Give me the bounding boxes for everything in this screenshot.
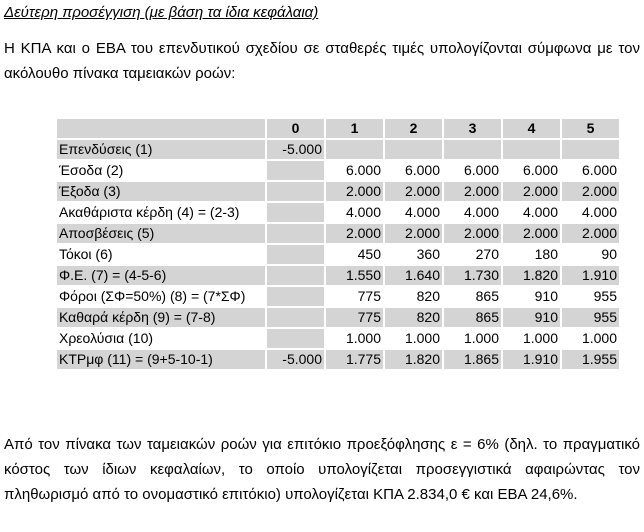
table-cell bbox=[267, 287, 324, 306]
table-cell: 2.000 bbox=[503, 224, 560, 243]
table-cell bbox=[267, 224, 324, 243]
table-cell: 6.000 bbox=[444, 161, 501, 180]
table-cell bbox=[267, 308, 324, 327]
table-cell: 6.000 bbox=[326, 161, 383, 180]
header-year-2: 2 bbox=[385, 119, 442, 138]
table-cell: 2.000 bbox=[326, 182, 383, 201]
row-label: Έξοδα (3) bbox=[57, 182, 265, 201]
table-row bbox=[57, 287, 619, 306]
table-cell: 1.000 bbox=[562, 329, 619, 348]
table-row bbox=[57, 350, 619, 369]
table-cell: 955 bbox=[562, 287, 619, 306]
table-cell: 1.820 bbox=[503, 266, 560, 285]
table-cell: 1.550 bbox=[326, 266, 383, 285]
row-label: Φ.Ε. (7) = (4-5-6) bbox=[57, 266, 265, 285]
table-cell: 775 bbox=[326, 287, 383, 306]
table-cell: 4.000 bbox=[562, 203, 619, 222]
table-cell: 4.000 bbox=[444, 203, 501, 222]
table-cell bbox=[267, 203, 324, 222]
table-cell: 775 bbox=[326, 308, 383, 327]
table-cell bbox=[326, 140, 383, 159]
table-cell: 2.000 bbox=[444, 182, 501, 201]
cash-flow-table bbox=[55, 117, 621, 371]
table-cell: 90 bbox=[562, 245, 619, 264]
table-cell: 1.000 bbox=[385, 329, 442, 348]
table-cell bbox=[267, 245, 324, 264]
header-year-4: 4 bbox=[503, 119, 560, 138]
table-row bbox=[57, 140, 619, 159]
table-cell: 1.640 bbox=[385, 266, 442, 285]
table-cell: 1.910 bbox=[562, 266, 619, 285]
row-label: ΚΤΡμφ (11) = (9+5-10-1) bbox=[57, 350, 265, 369]
cash-flow-table-body bbox=[57, 119, 619, 369]
table-cell bbox=[267, 266, 324, 285]
section-heading: Δεύτερη προσέγγιση (με βάση τα ίδια κεφάλαια) bbox=[4, 4, 319, 21]
row-label: Έσοδα (2) bbox=[57, 161, 265, 180]
table-cell: 4.000 bbox=[326, 203, 383, 222]
row-label: Χρεολύσια (10) bbox=[57, 329, 265, 348]
intro-paragraph: Η ΚΠΑ και ο ΕΒΑ του επενδυτικού σχεδίου σε σταθερές τιμές υπολογίζονται σύμφωνα με τον ακόλουθο πίνακα ταμειακών ροών: bbox=[4, 40, 640, 82]
table-row bbox=[57, 203, 619, 222]
table-cell: 2.000 bbox=[326, 224, 383, 243]
row-label: Επενδύσεις (1) bbox=[57, 140, 265, 159]
table-cell: 1.910 bbox=[503, 350, 560, 369]
table-cell: 1.000 bbox=[503, 329, 560, 348]
table-cell: 450 bbox=[326, 245, 383, 264]
header-year-0: 0 bbox=[267, 119, 324, 138]
table-cell: 1.865 bbox=[444, 350, 501, 369]
table-row bbox=[57, 161, 619, 180]
header-corner-cell bbox=[57, 119, 265, 138]
table-cell: 1.775 bbox=[326, 350, 383, 369]
row-label: Αποσβέσεις (5) bbox=[57, 224, 265, 243]
table-cell: 1.955 bbox=[562, 350, 619, 369]
table-row bbox=[57, 308, 619, 327]
table-cell bbox=[503, 140, 560, 159]
table-cell bbox=[562, 140, 619, 159]
table-row bbox=[57, 245, 619, 264]
table-cell: 270 bbox=[444, 245, 501, 264]
table-cell: 6.000 bbox=[503, 161, 560, 180]
table-cell: 955 bbox=[562, 308, 619, 327]
conclusion-paragraph: Από τον πίνακα των ταμειακών ροών για επιτόκιο προεξόφλησης ε = 6% (δηλ. το πραγματικό κόστος των ίδιων κεφαλαίων, το οποίο υπολογίζεται προσεγγιστικά αφαιρώντας τον πληθωρισμό από το ονομαστικό επιτόκιο) υπολογίζεται ΚΠΑ 2.834,0 € και ΕΒΑ 24,6%. bbox=[4, 436, 640, 503]
table-cell: 360 bbox=[385, 245, 442, 264]
table-cell: 2.000 bbox=[385, 182, 442, 201]
table-cell: 2.000 bbox=[562, 182, 619, 201]
table-cell: 820 bbox=[385, 308, 442, 327]
table-row bbox=[57, 224, 619, 243]
row-label: Φόροι (ΣΦ=50%) (8) = (7*ΣΦ) bbox=[57, 287, 265, 306]
table-cell: 1.000 bbox=[326, 329, 383, 348]
table-cell: 4.000 bbox=[385, 203, 442, 222]
table-cell bbox=[444, 140, 501, 159]
table-cell: 2.000 bbox=[562, 224, 619, 243]
table-cell: 4.000 bbox=[503, 203, 560, 222]
table-row bbox=[57, 329, 619, 348]
table-cell: 6.000 bbox=[562, 161, 619, 180]
table-cell: 865 bbox=[444, 308, 501, 327]
table-cell: 2.000 bbox=[385, 224, 442, 243]
row-label: Καθαρά κέρδη (9) = (7-8) bbox=[57, 308, 265, 327]
table-cell bbox=[267, 161, 324, 180]
table-cell: 1.820 bbox=[385, 350, 442, 369]
table-cell: 865 bbox=[444, 287, 501, 306]
table-cell: 910 bbox=[503, 287, 560, 306]
table-row bbox=[57, 266, 619, 285]
table-cell bbox=[385, 140, 442, 159]
header-year-3: 3 bbox=[444, 119, 501, 138]
table-cell: -5.000 bbox=[267, 140, 324, 159]
header-year-5: 5 bbox=[562, 119, 619, 138]
table-cell: 2.000 bbox=[444, 224, 501, 243]
table-cell: 910 bbox=[503, 308, 560, 327]
row-label: Ακαθάριστα κέρδη (4) = (2-3) bbox=[57, 203, 265, 222]
table-cell: 180 bbox=[503, 245, 560, 264]
table-cell: 820 bbox=[385, 287, 442, 306]
table-cell bbox=[267, 182, 324, 201]
table-cell bbox=[267, 329, 324, 348]
table-row bbox=[57, 182, 619, 201]
row-label: Τόκοι (6) bbox=[57, 245, 265, 264]
header-year-1: 1 bbox=[326, 119, 383, 138]
table-cell: 2.000 bbox=[503, 182, 560, 201]
table-cell: 1.730 bbox=[444, 266, 501, 285]
table-cell: -5.000 bbox=[267, 350, 324, 369]
table-cell: 6.000 bbox=[385, 161, 442, 180]
table-header-row bbox=[57, 119, 619, 138]
cash-flow-table-container bbox=[55, 117, 621, 371]
table-cell: 1.000 bbox=[444, 329, 501, 348]
